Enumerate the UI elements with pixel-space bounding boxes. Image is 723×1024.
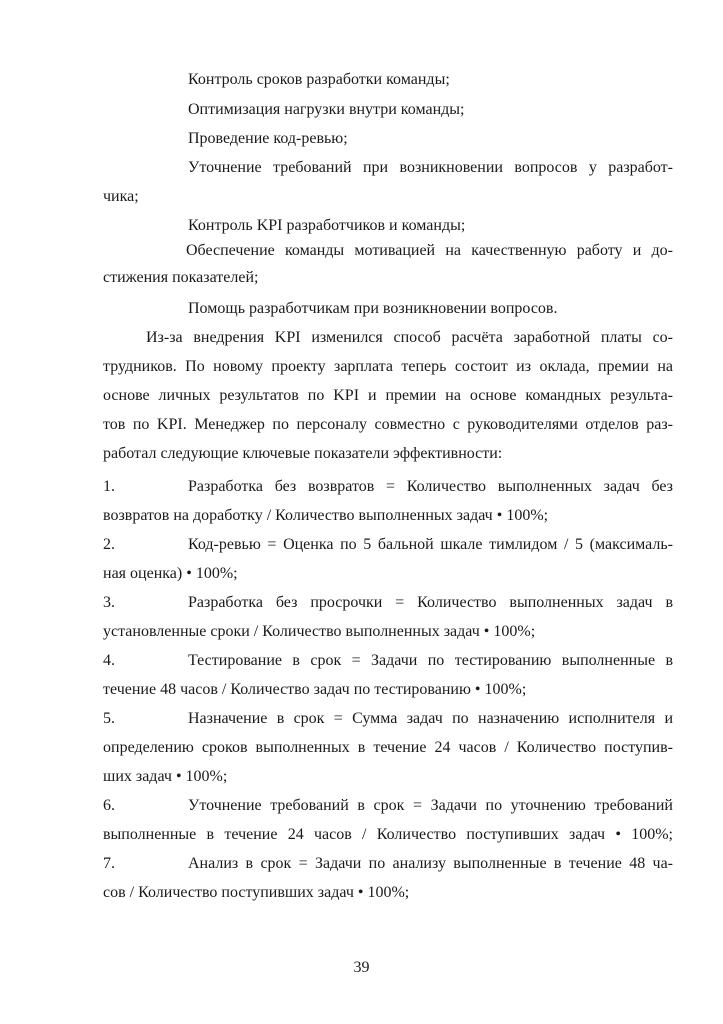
kpi-line: течение 48 часов / Количество задач по тестированию • 100%; xyxy=(103,681,527,698)
paragraph-line: трудников. По новому проекту зарплата теперь состоит из оклада, премии на xyxy=(103,358,673,375)
paragraph-line: основе личных результатов по KPI и премии на основе командных результа- xyxy=(103,387,673,404)
kpi-line: возвратов на доработку / Количество выполненных задач • 100%; xyxy=(103,507,549,524)
duty-line: Проведение код-ревью; xyxy=(188,130,348,147)
kpi-line: сов / Количество поступивших задач • 100%; xyxy=(103,884,410,901)
kpi-line: Код-ревью = Оценка по 5 бальной шкале тимлидом / 5 (максималь- xyxy=(188,536,673,553)
kpi-number: 6. xyxy=(103,797,115,814)
duty-line: Помощь разработчикам при возникновении вопросов. xyxy=(188,300,558,317)
kpi-line: Уточнение требований в срок = Задачи по уточнению требований xyxy=(188,797,673,814)
kpi-line: выполненные в течение 24 часов / Количество поступивших задач • 100%; xyxy=(103,826,673,843)
kpi-number: 2. xyxy=(103,536,115,553)
page-number: 39 xyxy=(353,959,370,976)
duty-line: стижения показателей; xyxy=(103,269,259,286)
kpi-line: Разработка без просрочки = Количество выполненных задач в xyxy=(188,594,673,611)
kpi-line: Тестирование в срок = Задачи по тестированию выполненные в xyxy=(188,652,673,669)
kpi-line: определению сроков выполненных в течение 24 часов / Количество поступив- xyxy=(103,739,673,756)
kpi-number: 7. xyxy=(103,855,115,872)
kpi-number: 4. xyxy=(103,652,115,669)
duty-line: Контроль сроков разработки команды; xyxy=(188,71,450,88)
paragraph-line: работал следующие ключевые показатели эффективности: xyxy=(103,445,503,462)
kpi-number: 3. xyxy=(103,594,115,611)
duty-line: чика; xyxy=(103,188,139,205)
kpi-number: 1. xyxy=(103,478,115,495)
kpi-line: Назначение в срок = Сумма задач по назначению исполнителя и xyxy=(188,710,673,727)
kpi-line: ная оценка) • 100%; xyxy=(103,565,238,582)
kpi-line: ших задач • 100%; xyxy=(103,768,228,785)
duty-line: Оптимизация нагрузки внутри команды; xyxy=(188,101,465,118)
duty-line: Обеспечение команды мотивацией на качественную работу и до- xyxy=(186,242,673,259)
duty-line: Уточнение требований при возникновении вопросов у разработ- xyxy=(188,159,673,176)
kpi-line: Разработка без возвратов = Количество выполненных задач без xyxy=(188,478,673,495)
kpi-line: Анализ в срок = Задачи по анализу выполненные в течение 48 ча- xyxy=(188,855,673,872)
paragraph-line: Из-за внедрения KPI изменился способ расчёта заработной платы со- xyxy=(146,329,673,346)
kpi-number: 5. xyxy=(103,710,115,727)
kpi-line: установленные сроки / Количество выполненных задач • 100%; xyxy=(103,623,536,640)
paragraph-line: тов по KPI. Менеджер по персоналу совместно с руководителями отделов раз- xyxy=(103,416,673,433)
duty-line: Контроль KPI разработчиков и команды; xyxy=(188,217,466,234)
